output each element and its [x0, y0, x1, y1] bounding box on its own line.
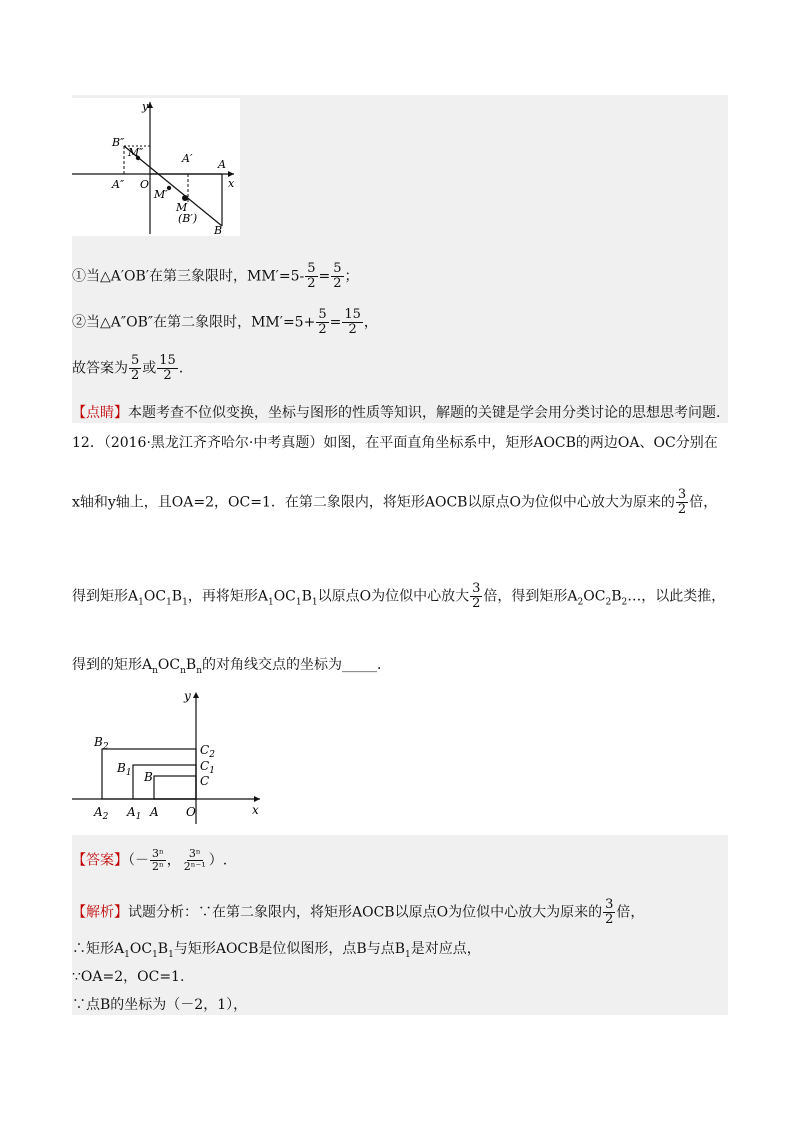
figure-rectangles — [72, 686, 264, 826]
fig2-label-B: B — [144, 770, 153, 784]
solution-comment: 【点睛】本题考查不位似变换，坐标与图形的性质等知识，解题的关键是学会用分类讨论的思想思考问题. — [72, 405, 721, 421]
fig1-label-y: y — [142, 100, 149, 113]
fig2-label-B1: $B_1$ — [117, 761, 132, 778]
fig1-label-A: A — [218, 158, 226, 171]
fig2-label-A1: $A_1$ — [127, 805, 142, 822]
fig1-label-M2: M″ — [128, 146, 144, 159]
fig2-label-B2: $B_2$ — [94, 735, 109, 752]
analysis-line-3: ∵OA=2，OC=1. — [72, 969, 185, 985]
fig1-label-B2: B″ — [112, 136, 125, 149]
fig1-label-x: x — [228, 177, 235, 190]
question-12-line-1: 12．（2016·黑龙江齐齐哈尔·中考真题）如图，在平面直角坐标系中，矩形AOCB的两边OA、OC分别在 — [72, 435, 718, 451]
question-12-line-4: 得到的矩形$A_nOC_nB_n$的对角线交点的坐标为_____． — [72, 657, 392, 676]
analysis-line-1: 【解析】试题分析：∵在第二象限内，将矩形AOCB以原点O为位似中心放大为原来的 $\frac{3}{2}$ 倍， — [72, 897, 645, 927]
fig1-label-M: M — [176, 201, 188, 214]
fig1-label-B: B — [214, 224, 223, 236]
fig2-label-A2: $A_2$ — [94, 805, 109, 822]
fig1-label-M1: M′ — [154, 188, 168, 201]
fig1-label-O: O — [140, 178, 150, 191]
fig1-label-A1: A′ — [182, 152, 193, 165]
question-12-line-2: x轴和y轴上，且OA=2，OC=1．在第二象限内，将矩形AOCB以原点O为位似中心放大为原来的 $\frac{3}{2}$ 倍， — [72, 487, 718, 517]
fig2-label-O: O — [186, 805, 196, 819]
fig2-label-C1: $C_1$ — [200, 759, 215, 776]
solution-case-2: ②当△A″OB″在第二象限时，MM′=5+ $\frac{5}{2}$ = $\frac{15}{2}$ ， — [72, 307, 378, 337]
figure-similar-triangles — [72, 98, 240, 236]
fig2-label-A: A — [150, 805, 159, 819]
fig2-label-C2: $C_2$ — [200, 743, 215, 760]
analysis-line-2: ∴矩形$A_1OC_1B_1$与矩形AOCB是位似图形，点B与点$B_1$是对应点， — [72, 941, 481, 960]
fig1-label-A2: A″ — [112, 178, 125, 191]
solution-final-answer: 故答案为 $\frac{5}{2}$ 或 $\frac{15}{2}$ ． — [72, 353, 193, 383]
answer-line: 【答案】（－ $\frac{\text{3ⁿ}}{\text{2ⁿ}}$ ， $\frac{\text{3ⁿ}}{\text{2ⁿ⁻¹}}$ ）. — [72, 847, 228, 873]
fig1-label-Bp: (B′) — [178, 212, 198, 225]
fig2-label-x: x — [252, 803, 259, 817]
fig2-label-C: C — [200, 774, 210, 788]
question-12-line-3: 得到矩形$A_1OC_1B_1$，再将矩形$A_1OC_1B_1$以原点O为位似中心放大 $\frac{3}{2}$ 倍，得到矩形$A_2OC_2B_2\dots$，以此类推， — [72, 581, 726, 611]
fig2-label-y: y — [184, 689, 191, 703]
solution-case-1: ①当△A′OB′在第三象限时，MM′=5- $\frac{5}{2}$ = $\frac{5}{2}$ ； — [72, 261, 359, 291]
analysis-line-4: ∵点B的坐标为（－2，1）， — [72, 997, 248, 1013]
